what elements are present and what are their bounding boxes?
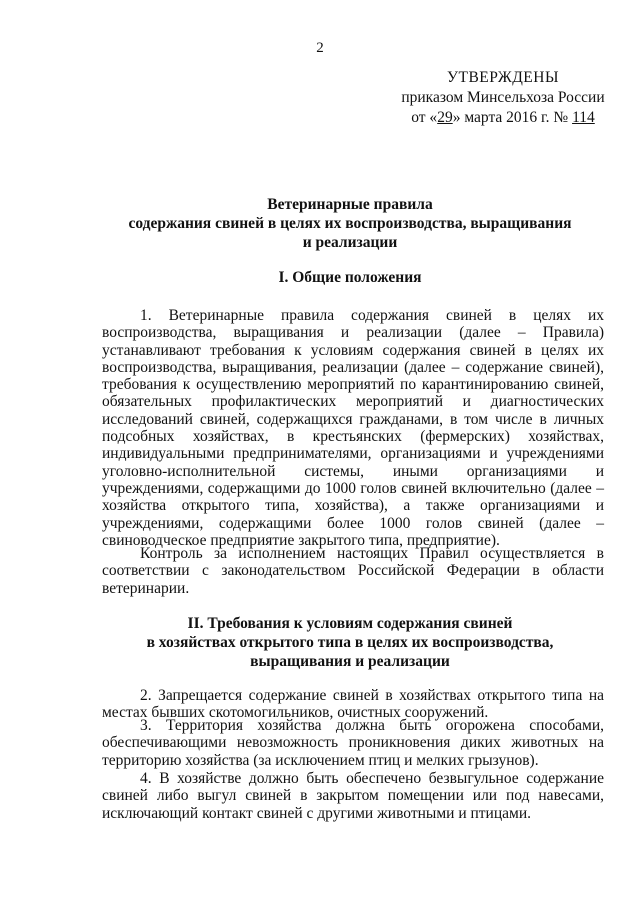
- approval-title: УТВЕРЖДЕНЫ: [447, 69, 559, 86]
- section1-heading: I. Общие положения: [278, 269, 422, 286]
- document-title-line2: содержания свиней в целях их воспроизводства, выращивания: [128, 215, 572, 232]
- approval-month-year: » марта 2016 г. №: [452, 109, 573, 126]
- section2-heading: [110, 614, 590, 671]
- approval-day: 29: [437, 109, 453, 126]
- approval-block: [388, 68, 618, 128]
- section2-paragraph-3: [102, 717, 604, 769]
- section2-heading-line2: в хозяйствах открытого типа в целях их воспроизводства,: [146, 634, 554, 651]
- section2-heading-line1: II. Требования к условиям содержания свиней: [187, 615, 513, 632]
- approval-order-line: приказом Минсельхоза России: [401, 89, 605, 106]
- document-title-line1: Ветеринарные правила: [267, 196, 433, 213]
- approval-order-number: 114: [572, 109, 595, 126]
- page-number: 2: [316, 40, 324, 56]
- paragraph-text: 3. Территория хозяйства должна быть огорожена способами, обеспечивающими невозможность проникновения диких животных на территорию хозяйства (за исключением птиц и мелких грызунов).: [102, 717, 604, 769]
- section2-heading-line3: выращивания и реализации: [250, 653, 450, 670]
- document-title: [110, 195, 590, 252]
- section1-paragraph-1: [102, 307, 604, 549]
- section1-paragraph-2: [102, 545, 604, 597]
- paragraph-text: 4. В хозяйстве должно быть обеспечено безвыгульное содержание свиней либо выгул свиней в закрытом помещении или под навесами, исключающий контакт свиней с другими животными и птицами.: [102, 770, 604, 822]
- document-title-line3: и реализации: [302, 234, 398, 251]
- approval-date-line: [388, 108, 618, 128]
- paragraph-text: 1. Ветеринарные правила содержания свиней в целях их воспроизводства, выращивания и реализации (далее – Правила) устанавливают требования к условиям содержания свиней в целях их воспроизводства, выращивания, реализации (далее – содержание свиней), требования к осуществлению мероприятий по карантинированию свиней, обязательных профилактических мероприятий и диагностических исследований свиней, содержащихся гражданами, в том числе в личных подсобных хозяйствах, в крестьянских (фермерских) хозяйствах, индивидуальными предпринимателями, организациями и учреждениями уголовно-исполнительной системы, иными организациями и учреждениями, содержащими до 1000 голов свиней включительно (далее – хозяйства открытого типа, хозяйства), а также организациями и учреждениями, содержащими более 1000 голов свиней (далее – свиноводческое предприятие закрытого типа, предприятие).: [102, 307, 604, 549]
- section2-paragraph-4: [102, 770, 604, 822]
- approval-date-prefix: от «: [411, 109, 438, 126]
- paragraph-text: 2. Запрещается содержание свиней в хозяйствах открытого типа на местах бывших скотомогильников, очистных сооружений.: [102, 687, 604, 722]
- paragraph-text: Контроль за исполнением настоящих Правил осуществляется в соответствии с законодательством Российской Федерации в области ветеринарии.: [102, 545, 604, 597]
